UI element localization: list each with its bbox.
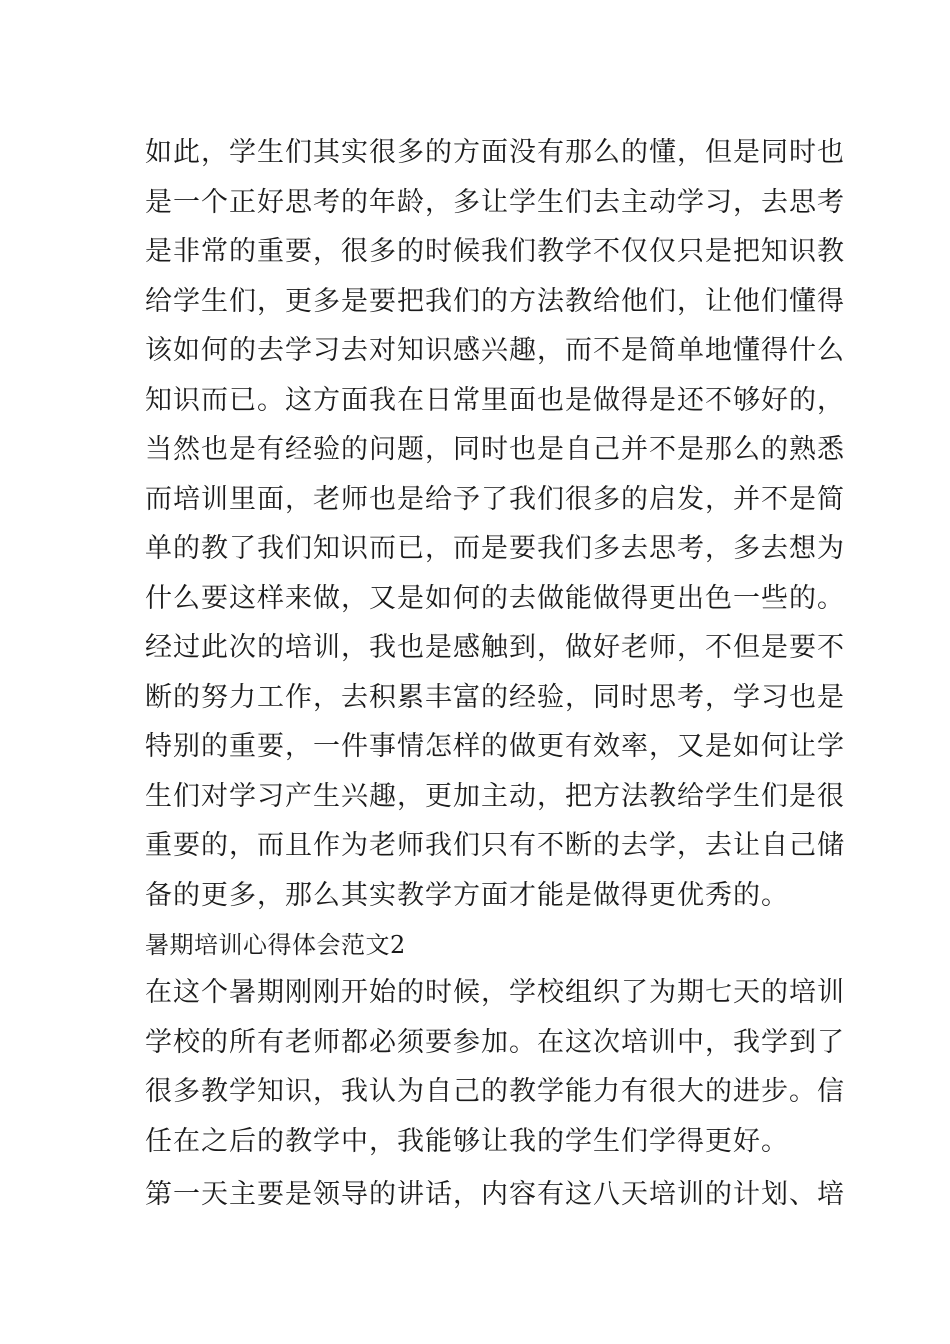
paragraph <box>145 1170 845 1220</box>
text-line: 第一天主要是领导的讲话，内容有这八天培训的计划、培 <box>145 1179 845 1210</box>
text-line: 特别的重要，一件事情怎样的做更有效率，又是如何让学 <box>145 731 845 762</box>
text-line: 给学生们，更多是要把我们的方法教给他们，让他们懂得 <box>145 285 845 317</box>
text-line: 生们对学习产生兴趣，更加主动，把方法教给学生们是很 <box>145 780 845 812</box>
text-line: 在这个暑期刚刚开始的时候，学校组织了为期七天的培训 <box>145 977 845 1008</box>
text-line: 备的更多，那么其实教学方面才能是做得更优秀的。 <box>145 879 789 911</box>
text-line: 知识而已。这方面我在日常里面也是做得是还不够好的， <box>145 384 845 416</box>
text-line: 重要的，而且作为老师我们只有不断的去学，去让自己储 <box>145 830 845 861</box>
text-line: 单的教了我们知识而已，而是要我们多去思考，多去想为 <box>145 533 845 564</box>
paragraph <box>145 623 845 920</box>
text-line: 是非常的重要，很多的时候我们教学不仅仅只是把知识教 <box>145 236 845 267</box>
paragraph <box>145 128 845 623</box>
text-line: 很多教学知识，我认为自己的教学能力有很大的进步。信 <box>145 1076 845 1107</box>
text-line: 经过此次的培训，我也是感触到，做好老师，不但是要不 <box>145 632 845 663</box>
text-line: 该如何的去学习去对知识感兴趣，而不是简单地懂得什么 <box>145 335 845 366</box>
text-line: 什么要这样来做，又是如何的去做能做得更出色一些的。 <box>145 582 845 614</box>
text-line: 当然也是有经验的问题，同时也是自己并不是那么的熟悉 <box>145 434 845 465</box>
text-line: 学校的所有老师都必须要参加。在这次培训中，我学到了 <box>145 1026 845 1058</box>
text-line: 而培训里面，老师也是给予了我们很多的启发，并不是简 <box>145 483 845 515</box>
text-line: 断的努力工作，去积累丰富的经验，同时思考，学习也是 <box>145 681 845 713</box>
text-line: 如此，学生们其实很多的方面没有那么的懂，但是同时也 <box>145 137 845 168</box>
text-line: 是一个正好思考的年龄，多让学生们去主动学习，去思考 <box>145 186 845 218</box>
text-line: 任在之后的教学中，我能够让我的学生们学得更好。 <box>145 1125 789 1157</box>
document-body <box>145 128 845 1220</box>
paragraph <box>145 968 845 1166</box>
section-heading: 暑期培训心得体会范文2 <box>145 931 406 959</box>
